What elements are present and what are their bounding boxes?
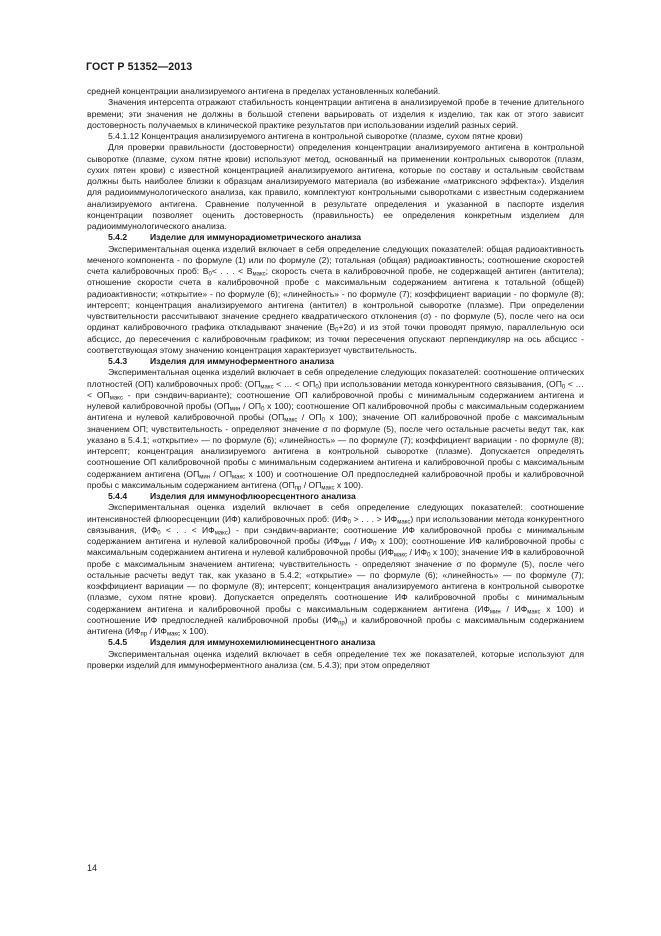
body-paragraph: Экспериментальная оценка изделий включает в себя определение тех же показателей, которые используют для проверки изделий для иммуноферментного анализа (см. 5.4.3); при этом определяют [87, 648, 584, 670]
page-number: 14 [87, 863, 98, 873]
body-paragraph: 5.4.1.12 Концентрация анализируемого антигена в контрольной сыворотке (плазме, сухом пятне крови) [108, 131, 523, 141]
body-paragraph: средней концентрации анализируемого антигена в пределах установленных колебаний. [87, 86, 441, 96]
section-number: 5.4.4 [108, 491, 128, 501]
section-title: Изделия для иммуноферментного анализа [150, 356, 335, 366]
section-heading [87, 637, 584, 648]
body-paragraph: Значения интерсепта отражают стабильность концентрации антигена в анализируемой пробе в течение длительного времени; эти значения не должны в большой степени варьировать от изделия к изделию, так как от этого зависит достоверность получаемых в клинической практике результатов при использовании изделий разных серий. [87, 97, 584, 130]
document-header: ГОСТ Р 51352—2013 [86, 61, 193, 73]
body-paragraph: Экспериментальная оценка изделий включает в себя определение следующих показателей: соотношение интенсивностей флюоресценции (ИФ) калибровочных проб: ($ИФ_0$ > . . . > $ИФ_{макс}$) при использовании метода конкурентного связывания, ($ИФ_0$ < . . < $ИФ_{макс}$) - при сэндвич-варианте; соотношение ИФ калибровочной пробы с минимальным содержанием антигена и нулевой калибровочной пробы ($ИФ_{мин} / ИФ_0$ х 100); соотношение ИФ калибровочной пробы с максимальным содержанием антигена и нулевой калибровочной пробы ($ИФ_{макс} / ИФ_0$ х 100); значение ИФ в калибровочной пробе с максимальным значением антигена; чувствительность - определяют значение σ по формуле (5), после чего остальные расчеты ведут так, как указано в 5.4.2; «открытие» — по формуле (6); «линейность» — по формуле (7); коэффициент вариации — по формуле (8); интерсепт; концентрация анализируемого антигена в контрольной сыворотке (плазме, сухом пятне крови). Допускается определять соотношение ИФ калибровочной пробы с минимальным содержанием антигена и калибровочной пробы с максимальным содержанием антигена ($ИФ_{мин} / ИФ_{макс}$ х 100) и соотношение ИФ предпоследней калибровочной пробы $(ИФ_{пр})$ и калибровочной пробы с максимальным содержанием антигена ($ИФ_{пр} / ИФ_{макс}$ х 100). [87, 502, 585, 638]
section-number: 5.4.5 [108, 637, 128, 648]
document-body [87, 86, 584, 671]
section-title: Изделия для иммунофлюоресцентного анализа [150, 491, 356, 501]
section-title: Изделия для иммунохемилюминесцентного анализа [150, 637, 376, 648]
body-paragraph: Для проверки правильности (достоверности) определения концентрации анализируемого антигена в контрольной сыворотке (плазме, сухом пятне крови) используют метод, основанный на применении контрольных сывороток (плазм, сухих пятен крови) с известной концентрацией анализируемого антигена, которые по составу и остальным свойствам должны быть наиболее близки к образцам анализируемого материала (во избежание «матриксного эффекта»). Изделия для радиоиммунологического анализа, как правило, комплектуют контрольными сыворотками с известным содержанием анализируемого антигена. Сравнение полученной в результате определения и указанной в паспорте изделия концентрации позволяет оценить достоверность (правильность) ее определения конкретным изделием для радиоиммунологического анализа. [87, 142, 584, 231]
body-paragraph: Экспериментальная оценка изделий включает в себя определение следующих показателей: общая радиоактивность меченого компонента - по формуле (1) или по формуле (2); тотальная (общая) радиоактивность; соотношение скоростей счета калибровочных проб: $В_0<$ . . . < $В_{макс}$; скорость счета в калибровочной пробе, не содержащей антиген (антитела); отношение скорости счета в калибровочной пробе с максимальным содержанием антигена к тотальной (общей) радиоактивности; «открытие» - по формуле (6); «линейность» - по формуле (7); коэффициент вариации - по формуле (8); интерсепт; концентрация анализируемого антигена (антител) в контрольной сыворотке (плазме). При определении чувствительности рассчитывают значение среднего квадратического отклонения (σ) - по формуле (5), после чего на оси ординат калибровочного графика откладывают значение $(В_0+2\sigma)$ и из этой точки проводят прямую, параллельную оси абсцисс, до пересечения с калибровочным графиком; из точки пересечения опускают перпендикуляр на ось абсцисс - соответствующая этому значению концентрация характеризует чувствительность. [87, 243, 584, 355]
section-title: Изделие для иммунорадиометрического анализа [150, 232, 362, 243]
section-heading [87, 491, 584, 502]
section-number: 5.4.2 [108, 232, 128, 243]
section-heading [87, 232, 584, 243]
section-number: 5.4.3 [108, 356, 128, 366]
section-heading [87, 356, 584, 367]
body-paragraph: Экспериментальная оценка изделий включает в себя определение следующих показателей: соотношение оптических плотностей (ОП) калибровочных проб: ($ОП_{макс}$ < … < $ОП_0$) при использовании метода конкурентного связывания, ($ОП_0$ < … < $ОП_{макс}$ - при сэндвич-варианте); соотношение ОП калибровочной пробы с минимальным содержанием антигена и нулевой калибровочной пробы ($ОП_{мин} / ОП_0$ х 100); соотношение ОП калибровочной пробы с максимальным содержанием антигена и нулевой калибровочной пробы ($ОП_{макс} / ОП_0$ х 100); значение ОП калибровочной пробе с максимальным значением ОП; чувствительность - определяют значение σ по формуле (5), после чего остальные расчеты ведут так, как указано в 5.4.1; «открытие» — по формуле (6); «линейность» — по формуле (7); коэффициент вариации - по формуле (8); интерсепт; концентрация анализируемого антигена в контрольной сыворотке (плазме). Допускается определять соотношение ОП калибровочной пробы с минимальным содержанием антигена и калибровочной пробы с максимальным содержанием антигена ($ОП_{мин} / ОП_{макс}$ х 100) и соотношение ОЛ предпоследней калибровочной пробы и калибровочной пробы с максимальным содержанием антигена ($ОП_{пр} / ОП_{макс}$ х 100). [87, 367, 585, 492]
